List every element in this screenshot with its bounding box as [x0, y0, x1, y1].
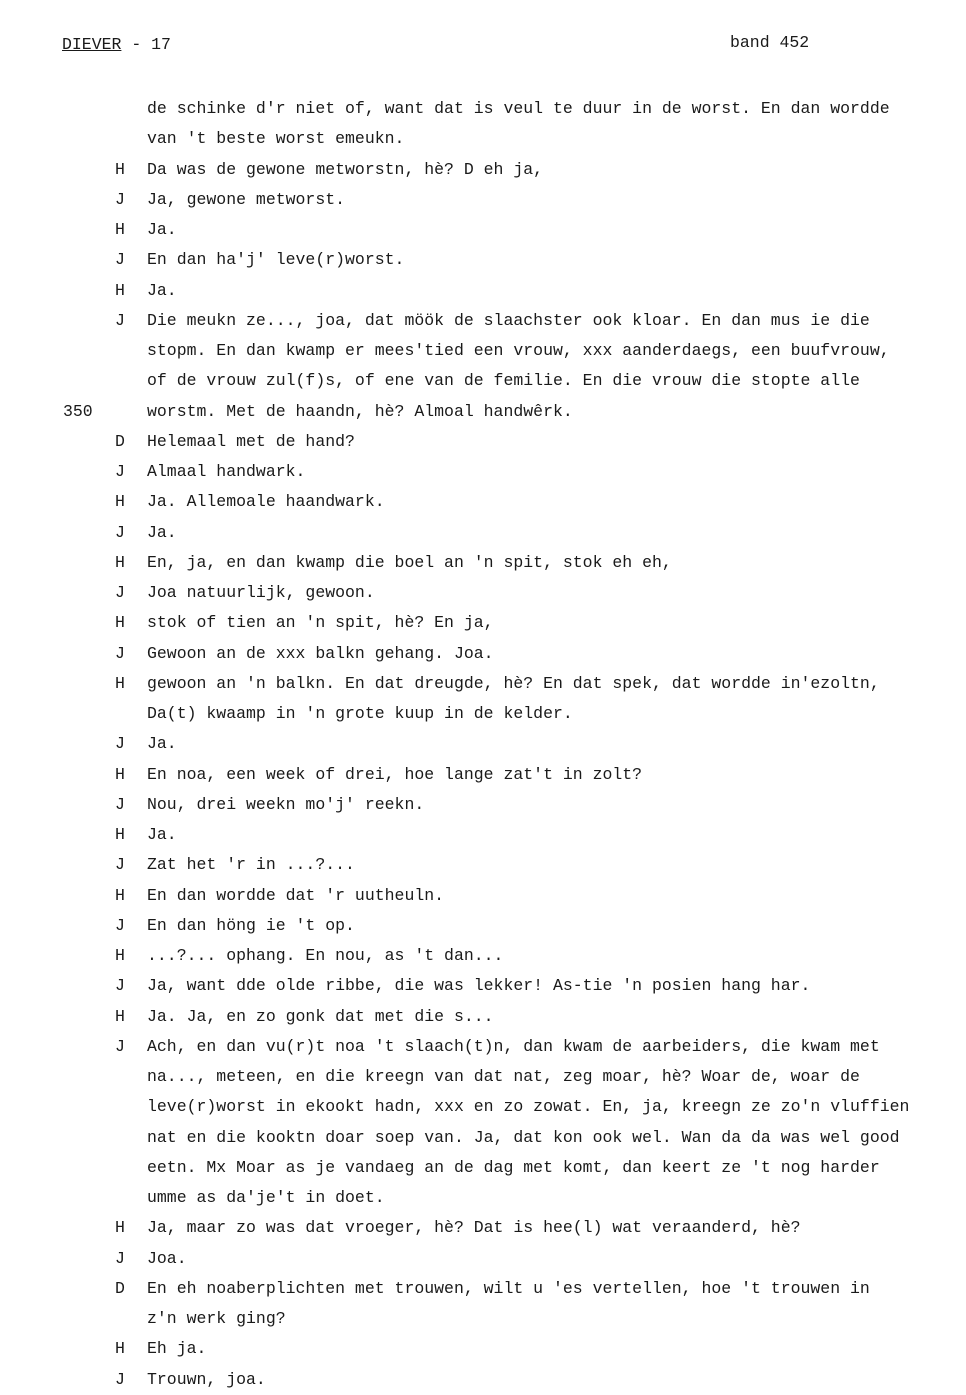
transcript-line [0, 155, 966, 185]
utterance-text: ...?... ophang. En nou, as 't dan... [147, 946, 504, 965]
transcript-line [0, 245, 966, 275]
transcript-line [0, 760, 966, 790]
speaker-label: J [115, 522, 125, 542]
utterance-text: eetn. Mx Moar as je vandaeg an de dag met komt, dan keert ze 't nog harder [147, 1157, 880, 1177]
utterance-text: Trouwn, joa. [147, 1369, 266, 1389]
speaker-label: J [115, 976, 125, 996]
transcript-line [0, 669, 966, 699]
speaker-label: J [115, 794, 125, 814]
utterance-text: Da(t) kwaamp in 'n grote kuup in de kelder. [147, 704, 573, 723]
utterance-text: nat en die kooktn doar soep van. Ja, dat kon ook wel. Wan da da was wel good [147, 1127, 900, 1147]
speaker-label: J [115, 1369, 125, 1389]
transcript-line [0, 911, 966, 941]
transcript-line [0, 1032, 966, 1062]
transcript-line [0, 336, 966, 366]
transcript-line [0, 608, 966, 638]
utterance-text: Ja, gewone metworst. [147, 189, 346, 209]
transcript-line [0, 518, 966, 548]
transcript-lines [0, 94, 966, 1395]
transcript-line [0, 215, 966, 245]
transcript-line [0, 427, 966, 457]
speaker-label: D [115, 431, 125, 451]
utterance-text: Ja. [147, 734, 177, 754]
transcript-line [0, 124, 966, 154]
utterance-text: Zat het 'r in ...?... [147, 855, 355, 875]
utterance-text: En dan höng ie 't op. [147, 915, 355, 935]
transcript-line [0, 487, 966, 517]
utterance-text: Almaal handwark. [147, 462, 306, 481]
utterance-text: Ja, maar zo was dat vroeger, hè? Dat is hee(l) wat veraanderd, hè? [147, 1218, 801, 1238]
utterance-text: van 't beste worst emeukn. [147, 129, 405, 149]
transcript-line [0, 457, 966, 487]
utterance-text: Joa. [147, 1248, 187, 1268]
transcript-line [0, 1153, 966, 1183]
transcript-line [0, 185, 966, 215]
speaker-label: H [115, 885, 125, 905]
speaker-label: H [115, 825, 125, 844]
speaker-label: J [115, 915, 125, 935]
speaker-label: J [115, 250, 125, 270]
transcript-line [0, 1213, 966, 1243]
utterance-text: Helemaal met de hand? [147, 431, 355, 451]
utterance-text: z'n werk ging? [147, 1309, 286, 1328]
transcript-line [0, 1092, 966, 1122]
utterance-text: leve(r)worst in ekookt hadn, xxx en zo zowat. En, ja, kreegn ze zo'n vluffien [147, 1097, 910, 1117]
utterance-text: stok of tien an 'n spit, hè? En ja, [147, 613, 494, 633]
tape-band-label: band 452 [730, 33, 810, 52]
utterance-text: Gewoon an de xxx balkn gehang. Joa. [147, 643, 494, 663]
speaker-label: J [115, 310, 125, 330]
utterance-text: Die meukn ze..., joa, dat möök de slaachster ook kloar. En dan mus ie die [147, 310, 870, 330]
speaker-label: H [115, 1339, 125, 1359]
speaker-label: H [115, 946, 125, 965]
utterance-text: Nou, drei weekn mo'j' reekn. [147, 794, 425, 814]
page-header-left [62, 35, 171, 54]
transcript-line [0, 1062, 966, 1092]
utterance-text: of de vrouw zul(f)s, of ene van de femilie. En die vrouw die stopte alle [147, 371, 860, 391]
utterance-text: En noa, een week of drei, hoe lange zat't in zolt? [147, 764, 643, 784]
page-number: - 17 [121, 35, 171, 54]
speaker-label: J [115, 462, 125, 481]
utterance-text: Ja. [147, 280, 177, 300]
transcript-line [0, 850, 966, 880]
transcript-line [0, 1274, 966, 1304]
utterance-text: Eh ja. [147, 1339, 207, 1359]
utterance-text: Ja. [147, 522, 177, 542]
transcript-line [0, 941, 966, 971]
utterance-text: En, ja, en dan kwamp die boel an 'n spit, stok eh eh, [147, 552, 672, 572]
utterance-text: En eh noaberplichten met trouwen, wilt u 'es vertellen, hoe 't trouwen in [147, 1278, 870, 1298]
utterance-text: Ja, want dde olde ribbe, die was lekker! As-tie 'n posien hang har. [147, 976, 811, 996]
utterance-text: umme as da'je't in doet. [147, 1188, 385, 1207]
utterance-text: Joa natuurlijk, gewoon. [147, 583, 375, 602]
transcript-line [0, 276, 966, 306]
utterance-text: na..., meteen, en die kreegn van dat nat, zeg moar, hè? Woar de, woar de [147, 1067, 860, 1086]
transcript-line [0, 971, 966, 1001]
utterance-text: gewoon an 'n balkn. En dat dreugde, hè? En dat spek, dat wordde in'ezoltn, [147, 673, 880, 693]
speaker-label: H [115, 673, 125, 693]
transcript-line [0, 699, 966, 729]
speaker-label: H [115, 159, 125, 179]
transcript-line [0, 306, 966, 336]
transcript-line [0, 397, 966, 427]
transcript-line [0, 1334, 966, 1364]
transcript-line [0, 1183, 966, 1213]
speaker-label: H [115, 220, 125, 239]
transcript-line [0, 548, 966, 578]
speaker-label: H [115, 764, 125, 784]
transcript-line [0, 94, 966, 124]
transcript-line [0, 790, 966, 820]
transcript-line [0, 578, 966, 608]
utterance-text: worstm. Met de haandn, hè? Almoal handwêrk. [147, 401, 573, 421]
transcript-line [0, 1365, 966, 1395]
speaker-label: H [115, 280, 125, 300]
transcript-line [0, 820, 966, 850]
line-number: 350 [63, 401, 93, 421]
utterance-text: Ja. Allemoale haandwark. [147, 492, 385, 512]
utterance-text: Da was de gewone metworstn, hè? D eh ja, [147, 159, 544, 179]
utterance-text: Ja. Ja, en zo gonk dat met die s... [147, 1006, 494, 1026]
speaker-label: J [115, 189, 125, 209]
speaker-label: J [115, 734, 125, 754]
speaker-label: H [115, 492, 125, 512]
utterance-text: stopm. En dan kwamp er mees'tied een vrouw, xxx aanderdaegs, een buufvrouw, [147, 341, 890, 360]
speaker-label: D [115, 1278, 125, 1298]
place-name: DIEVER [62, 35, 122, 54]
speaker-label: J [115, 855, 125, 875]
utterance-text: Ja. [147, 220, 177, 239]
transcript-line [0, 1123, 966, 1153]
speaker-label: H [115, 1006, 125, 1026]
speaker-label: H [115, 1218, 125, 1238]
utterance-text: Ach, en dan vu(r)t noa 't slaach(t)n, dan kwam de aarbeiders, die kwam met [147, 1036, 880, 1056]
transcript-line [0, 1304, 966, 1334]
transcript-line [0, 729, 966, 759]
utterance-text: En dan wordde dat 'r uutheuln. [147, 885, 445, 905]
utterance-text: En dan ha'j' leve(r)worst. [147, 250, 405, 270]
transcript-line [0, 881, 966, 911]
transcript-line [0, 1002, 966, 1032]
transcript-line [0, 1244, 966, 1274]
transcript-line [0, 639, 966, 669]
speaker-label: J [115, 583, 125, 602]
speaker-label: J [115, 643, 125, 663]
utterance-text: de schinke d'r niet of, want dat is veul te duur in de worst. En dan wordde [147, 99, 890, 118]
speaker-label: J [115, 1248, 125, 1268]
speaker-label: H [115, 552, 125, 572]
utterance-text: Ja. [147, 825, 177, 844]
transcript-line [0, 366, 966, 396]
speaker-label: H [115, 613, 125, 633]
speaker-label: J [115, 1036, 125, 1056]
